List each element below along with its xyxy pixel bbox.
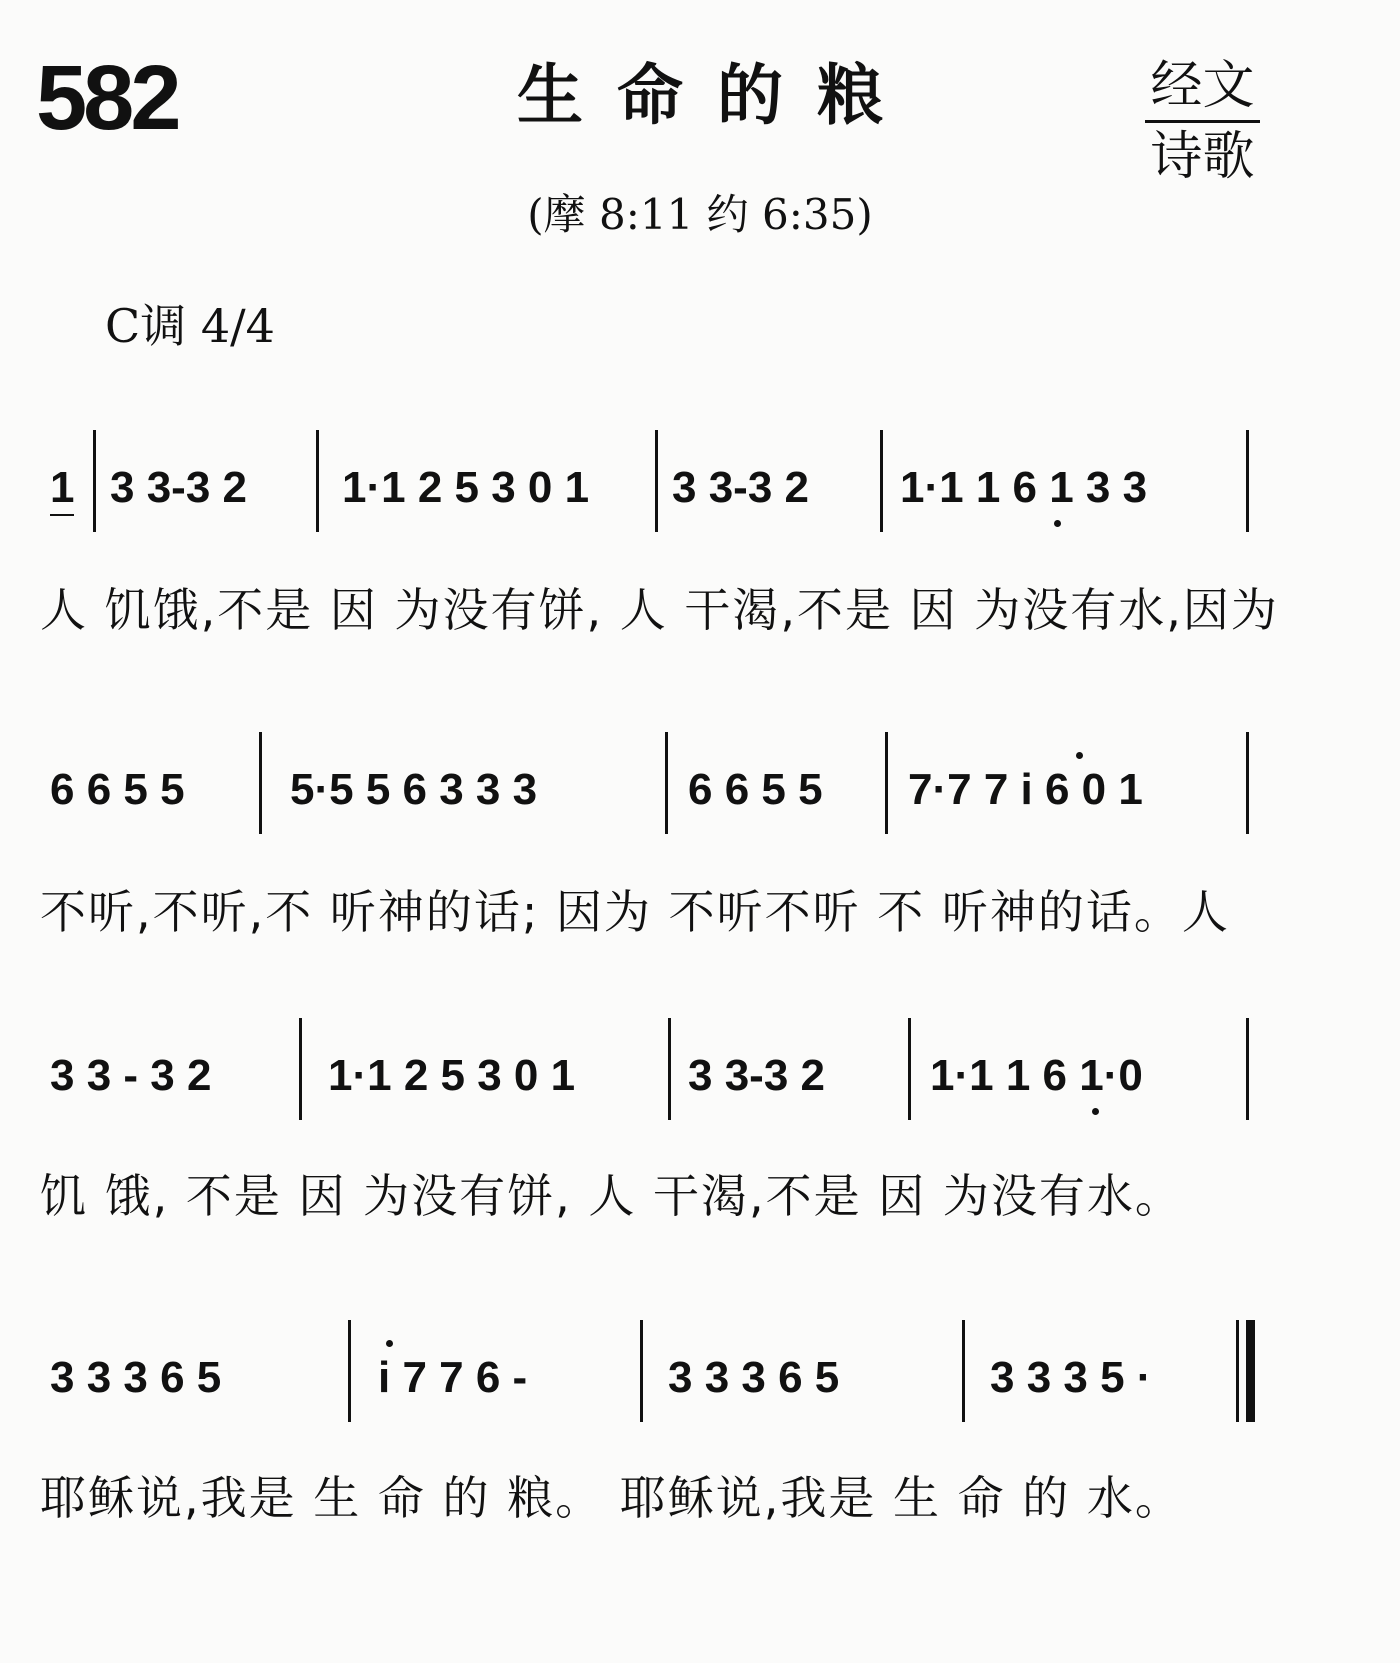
high-octave-dot [1076,752,1083,759]
measure-notes: 3 3-3 2 [688,1051,825,1100]
measure-notes: 3 3-3 2 [672,463,809,512]
barline [93,430,96,532]
final-barline-thick [1246,1320,1255,1422]
category-top: 经文 [1145,60,1260,123]
barline [908,1018,911,1120]
measure-notes: 1·1 2 5 3 0 1 [328,1051,576,1100]
high-octave-dot [386,1340,393,1347]
measure-notes: 3 3-3 2 [110,463,247,512]
measure-notes: 1·1 1 6 1·0 [930,1051,1143,1100]
barline [1246,430,1249,532]
barline [668,1018,671,1120]
score-row-4 [0,1320,1400,1430]
hymn-title: 生命的粮 [517,57,917,134]
measure-notes: 6 6 5 5 [688,765,823,814]
barline [880,430,883,532]
barline [655,430,658,532]
measure-notes: 3 3 - 3 2 [50,1051,212,1100]
measure-notes: 3 3 3 6 5 [50,1353,222,1402]
low-octave-dot [1092,1108,1099,1115]
hymn-number: 582 [36,47,178,149]
measure-notes: 3 3 3 6 5 [668,1353,840,1402]
score-row-3 [0,1018,1400,1128]
score-row-1 [0,430,1400,540]
barline [316,430,319,532]
lyrics-row-3: 饥 饿, 不是 因 为没有饼, 人 干渴,不是 因 为没有水。 [40,1169,1183,1223]
barline [299,1018,302,1120]
barline [1246,1018,1249,1120]
barline [885,732,888,834]
category-label [1145,56,1260,187]
measure-notes: i 7 7 6 - [378,1353,528,1402]
barline [640,1320,643,1422]
barline [665,732,668,834]
barline [348,1320,351,1422]
measure-notes: 3 3 3 5 · [990,1353,1152,1402]
measure-notes: 7·7 7 i 6 0 1 [908,765,1143,814]
barline [962,1320,965,1422]
measure-notes: 1·1 2 5 3 0 1 [342,463,590,512]
measure-notes: 5·5 5 6 3 3 3 [290,765,538,814]
lyrics-row-1: 人 饥饿,不是 因 为没有饼, 人 干渴,不是 因 为没有水,因为 [40,583,1279,637]
measure-notes: 1·1 1 6 1 3 3 [900,463,1148,512]
score-row-2 [0,732,1400,842]
lyrics-row-2: 不听,不听,不 听神的话; 因为 不听不听 不 听神的话。人 [40,885,1230,939]
low-octave-dot [1054,520,1061,527]
scripture-reference: (摩 8:11 约 6:35) [527,190,873,239]
barline [1246,732,1249,834]
final-barline-thin [1236,1320,1239,1422]
barline [259,732,262,834]
measure-notes: 6 6 5 5 [50,765,185,814]
key-signature: C调 4/4 [105,299,275,353]
category-bottom: 诗歌 [1150,127,1255,187]
lyrics-row-4: 耶稣说,我是 生 命 的 粮。 耶稣说,我是 生 命 的 水。 [40,1471,1183,1525]
pickup-note: 1 [50,466,74,516]
